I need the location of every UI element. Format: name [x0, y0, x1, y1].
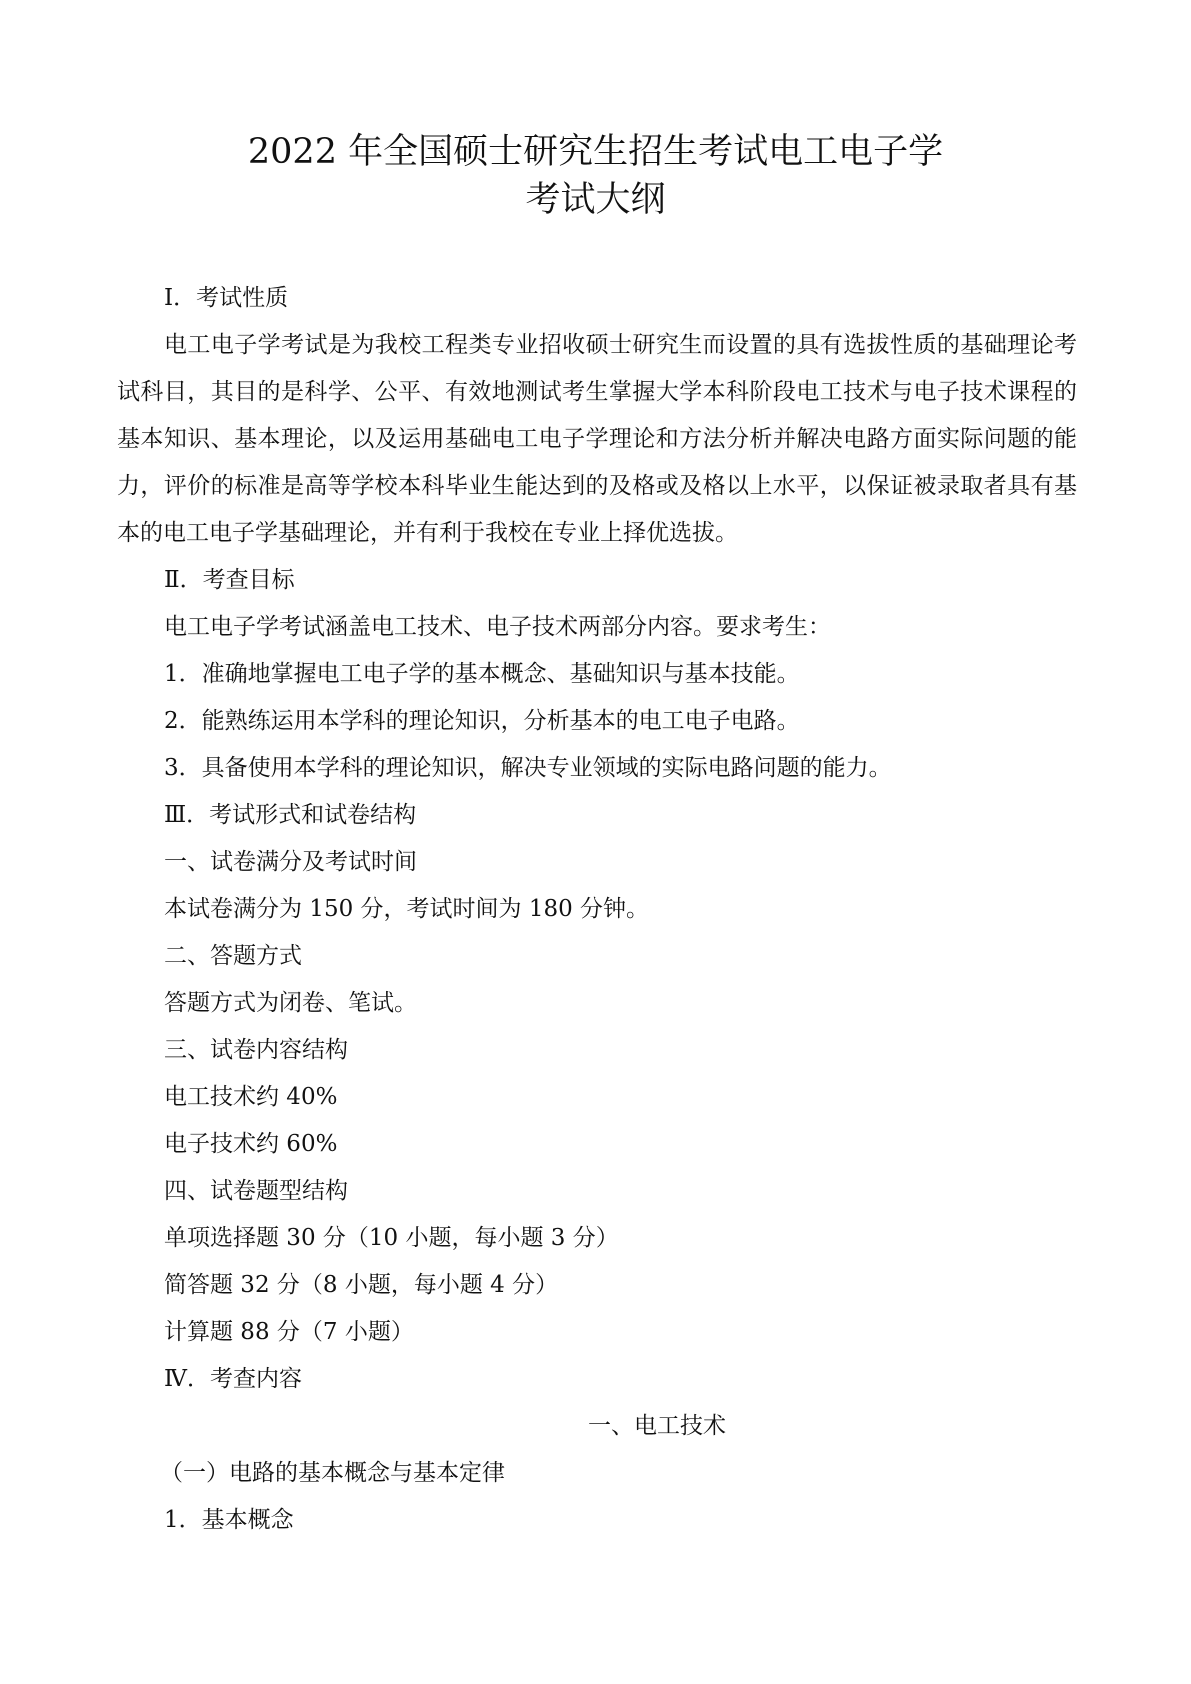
question-type-item: 计算题 88 分（7 小题） [164, 1319, 414, 1345]
document-title: 2022 年全国硕士研究生招生考试电工电子学 [247, 132, 944, 172]
objectives-intro: 电工电子学考试涵盖电工技术、电子技术两部分内容。要求考生： [164, 614, 831, 640]
document-subtitle: 考试大纲 [525, 180, 666, 220]
content-structure-item: 电工技术约 40% [164, 1084, 338, 1110]
objective-item: 2．能熟练运用本学科的理论知识，分析基本的电工电子电路。 [164, 708, 800, 734]
answer-mode-text: 答题方式为闭卷、笔试。 [164, 990, 417, 1016]
section-heading-format: Ⅲ．考试形式和试卷结构 [164, 802, 417, 828]
content-part-heading: 一、电工技术 [588, 1413, 726, 1439]
content-chapter-item: 1．基本概念 [164, 1507, 294, 1533]
section-paragraph-nature: 电工电子学考试是为我校工程类专业招收硕士研究生而设置的具有选拔性质的基础理论考试科目，其目的是科学、公平、有效地测试考生掌握大学本科阶段电工技术与电子技术课程的基本知识、基本理论，以及运用基础电工电子学理论和方法分析并解决电路方面实际问题的能力，评价的标准是高等学校本科毕业生能达到的及格或及格以上水平，以保证被录取者具有基本的电工电子学基础理论，并有利于我校在专业上择优选拔。 [117, 332, 1077, 546]
section-heading-content: Ⅳ．考查内容 [164, 1366, 302, 1392]
question-type-item: 简答题 32 分（8 小题，每小题 4 分） [164, 1272, 559, 1298]
document-body [117, 275, 1077, 1544]
section-heading-nature: Ⅰ．考试性质 [164, 285, 289, 311]
score-time-text: 本试卷满分为 150 分，考试时间为 180 分钟。 [164, 896, 650, 922]
content-structure-item: 电子技术约 60% [164, 1131, 338, 1157]
subheading-question-types: 四、试卷题型结构 [164, 1178, 348, 1204]
objective-item: 1．准确地掌握电工电子学的基本概念、基础知识与基本技能。 [164, 661, 800, 687]
question-type-item: 单项选择题 30 分（10 小题，每小题 3 分） [164, 1225, 619, 1251]
objective-item: 3．具备使用本学科的理论知识，解决专业领域的实际电路问题的能力。 [164, 755, 892, 781]
subheading-score-time: 一、试卷满分及考试时间 [164, 849, 417, 875]
subheading-answer-mode: 二、答题方式 [164, 943, 302, 969]
section-heading-objectives: Ⅱ．考查目标 [164, 567, 295, 593]
subheading-content-structure: 三、试卷内容结构 [164, 1037, 348, 1063]
content-chapter-heading: （一）电路的基本概念与基本定律 [160, 1460, 505, 1486]
